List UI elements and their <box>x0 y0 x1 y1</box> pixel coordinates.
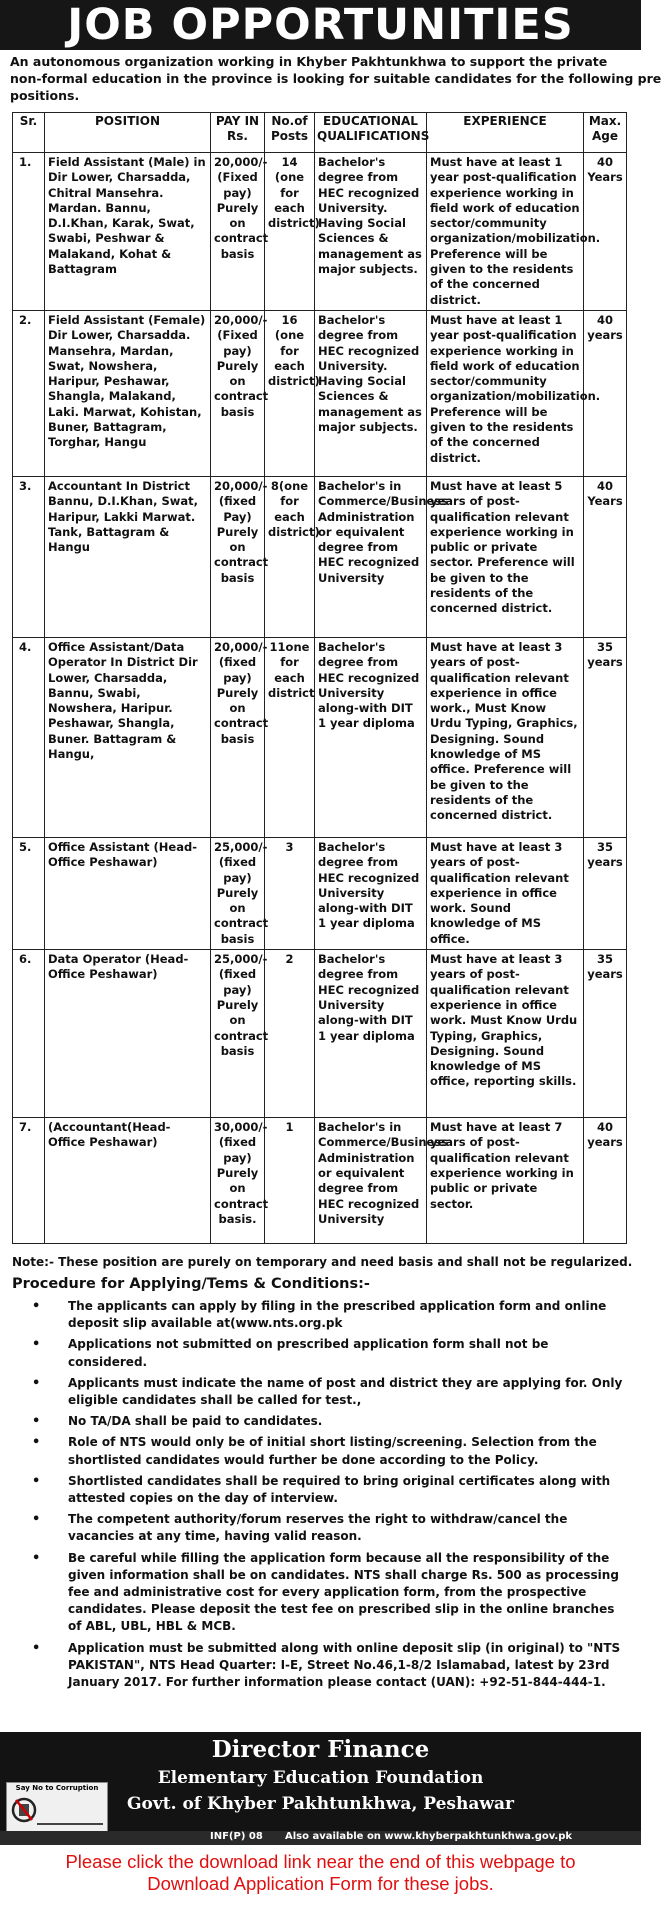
cell-sr: 4. <box>13 637 45 837</box>
bullet-icon: • <box>32 1375 41 1391</box>
badge-caption: Say No to Corruption <box>15 1784 99 1792</box>
cell-posts: 11one for each district <box>265 637 315 837</box>
cell-position: Accountant In District Bannu, D.I.Khan, Swat, Haripur, Lakki Marwat. Tank, Battagram & Hangu <box>45 476 211 637</box>
col-header-qualifications: EDUCATIONAL QUALIFICATIONS <box>315 113 427 153</box>
positions-table <box>12 112 627 1244</box>
bullet-icon: • <box>32 1512 41 1528</box>
term-text: Applicants must indicate the name of post and district they are applying for. Only eligible candidates shall be called for test., <box>68 1375 623 1408</box>
cell-experience: Must have at least 1 year post-qualification experience working in field work of education sector/community organization/mobilization. Preference will be given to the residents of the concerned district. <box>427 310 584 476</box>
cell-posts: 1 <box>265 1118 315 1244</box>
cell-position: Office Assistant/Data Operator In District Dir Lower, Charsadda, Bannu, Swabi, Nowshera, Haripur. Peshawar, Shangla, Buner. Battagram & Hangu, <box>45 637 211 837</box>
col-header-sr: Sr. <box>13 113 45 153</box>
bullet-icon: • <box>32 1299 41 1314</box>
list-item <box>30 1336 630 1370</box>
cell-position: Data Operator (Head-Office Peshawar) <box>45 950 211 1118</box>
table-row <box>13 1118 627 1244</box>
list-item <box>30 1640 630 1692</box>
table-row <box>13 476 627 637</box>
download-line: Please click the download link near the end of this webpage to <box>65 1851 576 1872</box>
term-text: Shortlisted candidates shall be required to bring original certificates along with attested copies on the day of interview. <box>68 1473 611 1506</box>
download-line: Download Application Form for these jobs. <box>147 1873 494 1894</box>
cell-experience: Must have at least 7 years of post-qualification relevant experience working in public or private sector. <box>427 1118 584 1244</box>
cell-position: Office Assistant (Head-Office Peshawar) <box>45 837 211 949</box>
cell-position: Field Assistant (Male) in Dir Lower, Charsadda, Chitral Mansehra. Mardan. Bannu, D.I.Khan, Karak, Swat, Swabi, Peshwar & Malakand, Kohat & Battagram <box>45 153 211 311</box>
col-header-experience: EXPERIENCE <box>427 113 584 153</box>
table-header-row <box>13 113 627 153</box>
list-item <box>30 1473 630 1507</box>
cell-pay: 25,000/- (fixed pay) Purely on contract basis <box>211 837 265 949</box>
availability-text: Also available on www.khyberpakhtunkhwa.gov.pk <box>285 1831 573 1842</box>
cell-experience: Must have at least 5 years of post-qualification relevant experience working in public or private sector. Preference will be given to the residents of the concerned district. <box>427 476 584 637</box>
cell-age: 40 Years <box>584 476 627 637</box>
list-item <box>30 1298 630 1332</box>
cell-qualification: Bachelor's degree from HEC recognized University along-with DIT 1 year diploma <box>315 837 427 949</box>
cell-experience: Must have at least 3 years of post-qualification relevant experience in office work., Must Know Urdu Typing, Graphics, Designing. Sound knowledge of MS office. Preference will be given to the residents of the concerned district. <box>427 637 584 837</box>
cell-posts: 16 (one for each district) <box>265 310 315 476</box>
term-text: The competent authority/forum reserves the right to withdraw/cancel the vacancies at any time, having valid reason. <box>68 1512 568 1544</box>
cell-qualification: Bachelor's in Commerce/Business Administration or equivalent degree from HEC recognized University <box>315 1118 427 1244</box>
bullet-icon: • <box>32 1414 41 1430</box>
page-title: JOB OPPORTUNITIES <box>67 0 574 50</box>
cell-age: 40 years <box>584 1118 627 1244</box>
bullet-icon: • <box>32 1640 41 1656</box>
cell-pay: 30,000/- (fixed pay) Purely on contract basis. <box>211 1118 265 1244</box>
government-name: Govt. of Khyber Pakhtunkhwa, Peshawar <box>127 1794 514 1814</box>
bullet-icon: • <box>32 1337 41 1353</box>
col-header-position: POSITION <box>45 113 211 153</box>
publication-strip <box>0 1831 641 1845</box>
cell-posts: 3 <box>265 837 315 949</box>
term-text: No TA/DA shall be paid to candidates. <box>68 1414 323 1429</box>
term-text: Be careful while filling the application form because all the responsibility of the given information shall be on candidates. NTS shall charge Rs. 500 as processing fee and administrative cost for every application form, from the prospective candidates. Please deposit the test fee on prescribed slip in the online branches of ABL, UBL, HBL & MCB. <box>68 1550 619 1634</box>
cell-experience: Must have at least 1 year post-qualification experience working in field work of education sector/community organization/mobilization. Preference will be given to the residents of the concerned district. <box>427 153 584 311</box>
cell-pay: 20,000/- (Fixed pay) Purely on contract basis <box>211 153 265 311</box>
intro-line: non-formal education in the province is looking for suitable candidates for the following pre <box>10 71 661 86</box>
cell-sr: 6. <box>13 950 45 1118</box>
cell-posts: 2 <box>265 950 315 1118</box>
table-row <box>13 310 627 476</box>
cell-pay: 20,000/- (Fixed pay) Purely on contract basis <box>211 310 265 476</box>
cell-sr: 5. <box>13 837 45 949</box>
table-row <box>13 637 627 837</box>
col-header-pay: PAY IN Rs. <box>211 113 265 153</box>
director-title: Director Finance <box>211 1736 430 1763</box>
title-banner <box>0 0 641 50</box>
cell-experience: Must have at least 3 years of post-qualification relevant experience in office work. Must Know Urdu Typing, Graphics, Designing. Sound knowledge of MS office, reporting skills. <box>427 950 584 1118</box>
cell-qualification: Bachelor's degree from HEC recognized University. Having Social Sciences & management as major subjects. <box>315 310 427 476</box>
cell-position: Field Assistant (Female) Dir Lower, Charsadda. Mansehra, Mardan, Swat, Nowshera, Haripur, Peshawar, Shangla, Malakand, Laki. Marwat, Kohistan, Buner, Battagram, Torghar, Hangu <box>45 310 211 476</box>
table-row <box>13 837 627 949</box>
cell-qualification: Bachelor's degree from HEC recognized University along-with DIT 1 year diploma <box>315 637 427 837</box>
cell-experience: Must have at least 3 years of post-qualification relevant experience in office work. Sound knowledge of MS office. <box>427 837 584 949</box>
cell-qualification: Bachelor's degree from HEC recognized University along-with DIT 1 year diploma <box>315 950 427 1118</box>
cell-age: 40 Years <box>584 153 627 311</box>
cell-sr: 1. <box>13 153 45 311</box>
procedure-heading: Procedure for Applying/Tems & Conditions:- <box>12 1276 370 1292</box>
cell-posts: 14 (one for each district) <box>265 153 315 311</box>
temporary-basis-note: Note:- These position are purely on temporary and need basis and shall not be regularized. <box>12 1255 633 1269</box>
signature-block <box>0 1732 641 1832</box>
urdu-slogan-line <box>37 1817 103 1825</box>
cell-position: (Accountant(Head-Office Peshawar) <box>45 1118 211 1244</box>
cell-pay: 20,000/- (fixed pay) Purely on contract basis <box>211 637 265 837</box>
bullet-icon: • <box>32 1473 41 1489</box>
intro-line: positions. <box>10 88 80 103</box>
term-text: Applications not submitted on prescribed application form shall not be considered. <box>68 1337 549 1369</box>
list-item <box>30 1413 630 1430</box>
term-text: Application must be submitted along with online deposit slip (in original) to "NTS PAKISTAN", NTS Head Quarter: I-E, Street No.46,1-8/2 Islamabad, latest by 23rd January 2017. For further information please contact (UAN): +92-51-844-444-1. <box>68 1640 621 1690</box>
cell-qualification: Bachelor's in Commerce/Business Administration or equivalent degree from HEC recognized University <box>315 476 427 637</box>
bullet-icon: • <box>32 1550 41 1566</box>
cell-qualification: Bachelor's degree from HEC recognized University. Having Social Sciences & management as major subjects. <box>315 153 427 311</box>
anti-corruption-icon <box>11 1795 37 1825</box>
anti-corruption-badge <box>6 1782 108 1832</box>
list-item <box>30 1434 630 1468</box>
cell-age: 35 years <box>584 837 627 949</box>
cell-pay: 20,000/- (fixed Pay) Purely on contract basis <box>211 476 265 637</box>
download-instruction <box>0 1851 641 1895</box>
cell-pay: 25,000/- (fixed pay) Purely on contract basis <box>211 950 265 1118</box>
term-text: Role of NTS would only be of initial short listing/screening. Selection from the shortlisted candidates would further be done according to the Policy. <box>68 1435 597 1467</box>
intro-line: An autonomous organization working in Khyber Pakhtunkhwa to support the private <box>10 54 608 69</box>
bullet-icon: • <box>32 1435 41 1451</box>
organization-name: Elementary Education Foundation <box>157 1768 484 1788</box>
cell-posts: 8(one for each district) <box>265 476 315 637</box>
col-header-age: Max. Age <box>584 113 627 153</box>
cell-sr: 3. <box>13 476 45 637</box>
list-item <box>30 1375 630 1409</box>
cell-age: 40 years <box>584 310 627 476</box>
terms-list <box>30 1298 630 1695</box>
cell-age: 35 years <box>584 950 627 1118</box>
cell-sr: 7. <box>13 1118 45 1244</box>
cell-age: 35 years <box>584 637 627 837</box>
inf-code: INF(P) 08 <box>210 1831 263 1842</box>
intro-paragraph <box>10 53 661 104</box>
table-row <box>13 950 627 1118</box>
table-row <box>13 153 627 311</box>
cell-sr: 2. <box>13 310 45 476</box>
list-item <box>30 1511 630 1545</box>
col-header-posts: No.of Posts <box>265 113 315 153</box>
term-text: The applicants can apply by filing in the prescribed application form and online deposit slip available at(www.nts.org.pk <box>68 1299 607 1331</box>
list-item <box>30 1550 630 1636</box>
